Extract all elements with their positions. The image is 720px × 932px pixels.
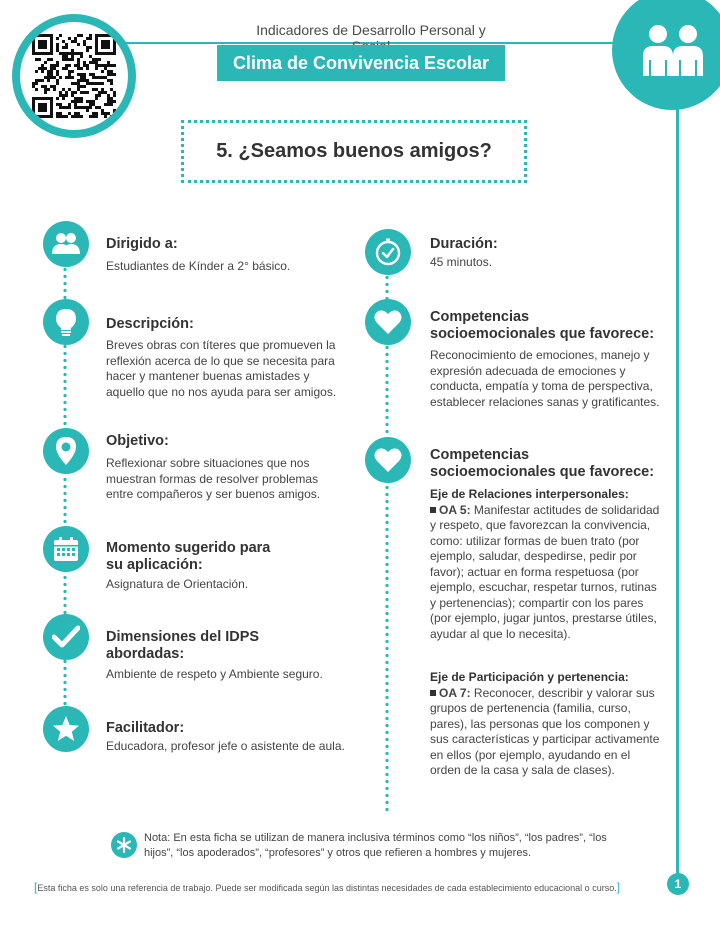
heart-icon xyxy=(374,309,402,335)
footer-text: Esta ficha es solo una referencia de trabajo. Puede ser modificada según las distintas necesidades de cada establecimiento educacional o curso. xyxy=(37,883,617,893)
duration-text: 45 minutos. xyxy=(430,255,493,269)
people-badge xyxy=(612,0,720,110)
facilitator-title: Facilitador: xyxy=(106,720,185,736)
duration-icon-circle xyxy=(365,229,411,275)
timing-text: Asignatura de Orientación. xyxy=(106,577,249,591)
axis-participation-item xyxy=(430,686,662,779)
facilitator-text: Educadora, profesor jefe o asistente de aula. xyxy=(106,739,345,753)
oa5-code: OA 5: xyxy=(439,502,471,517)
description-title: Descripción: xyxy=(106,316,194,332)
competencies-icon-circle-2 xyxy=(365,437,411,483)
competencies-text-1: Reconocimiento de emociones, manejo y expresión adecuada de emociones y conducta, empatía y toma de perspectiva, establecer relaciones sanas y gratificantes. xyxy=(430,348,660,409)
timing-icon-circle xyxy=(43,526,89,572)
activity-title: 5. ¿Seamos buenos amigos? xyxy=(216,140,492,162)
calendar-icon xyxy=(53,536,79,562)
audience-icon-circle xyxy=(43,221,89,267)
axis-participation-title: Eje de Participación y pertenencia: xyxy=(430,670,629,684)
oa7-text: Reconocer, describir y valorar sus grupos de pertenencia (familia, curso, pares), las personas que los componen y sus características y participar activamente en ellos (por ejemplo, ayudando en el orden de la casa y sala de clases). xyxy=(430,685,660,777)
dimensions-text: Ambiente de respeto y Ambiente seguro. xyxy=(106,667,323,681)
axis-relations-title: Eje de Relaciones interpersonales: xyxy=(430,487,629,501)
competencies-icon-circle-1 xyxy=(365,299,411,345)
footer-disclaimer xyxy=(34,880,644,894)
activity-title-box xyxy=(181,120,527,183)
right-timeline xyxy=(385,274,389,814)
competencies-title-1: Competencias socioemocionales que favorece: xyxy=(430,309,655,342)
timing-title: Momento sugerido para su aplicación: xyxy=(106,540,271,573)
location-pin-icon xyxy=(55,436,77,466)
note-asterisk-circle xyxy=(111,832,137,858)
audience-text: Estudiantes de Kínder a 2° básico. xyxy=(106,259,291,273)
header-title: Clima de Convivencia Escolar xyxy=(217,45,505,81)
checkmark-icon xyxy=(52,625,80,649)
people-icon xyxy=(52,232,80,256)
star-icon xyxy=(52,715,80,743)
right-rail xyxy=(676,100,679,875)
footer-bracket-close: ] xyxy=(616,880,621,894)
asterisk-icon xyxy=(116,837,132,853)
clock-icon xyxy=(374,238,402,266)
bullet-icon xyxy=(430,507,436,513)
description-text: Breves obras con títeres que promueven la reflexión acerca de lo que se necesita para hacer y mantener buenas amistades y aquello que no nos ayuda para ser amigos. xyxy=(106,338,337,399)
inclusive-language-note: Nota: En esta ficha se utilizan de manera inclusiva términos como “los niños”, “los padres”, “los hijos”, “los apoderados”, “profesores” y otros que refieren a hombres y mujeres. xyxy=(144,832,607,859)
dimensions-title: Dimensiones del IDPS abordadas: xyxy=(106,629,260,662)
axis-relations-item xyxy=(430,503,662,643)
oa7-code: OA 7: xyxy=(439,685,471,700)
bullet-icon xyxy=(430,690,436,696)
oa5-text: Manifestar actitudes de solidaridad y respeto, que favorezcan la convivencia, como: utilizar formas de buen trato (por ejemplo, saludar, despedirse, pedir por favor); actuar en forma respetuosa (por ejemplo, escuchar, respetar turnos, rutinas y pertenencias); compartir con los pares (por ejemplo, jugar juntos, prestarse útiles, ayudar al que lo necesita). xyxy=(430,502,660,641)
audience-title: Dirigido a: xyxy=(106,236,178,252)
axis-participation-block xyxy=(430,670,662,779)
objective-title: Objetivo: xyxy=(106,433,169,449)
duration-title: Duración: xyxy=(430,236,498,252)
objective-text: Reflexionar sobre situaciones que nos muestran formas de resolver problemas entre compañeros y ser buenos amigos. xyxy=(106,456,321,501)
page-number: 1 xyxy=(667,873,689,895)
heart-icon xyxy=(374,447,402,473)
facilitator-icon-circle xyxy=(43,706,89,752)
footer-bracket-open: [ xyxy=(34,880,38,894)
qr-code-icon xyxy=(32,34,116,118)
header-subtitle: Indicadores de Desarrollo Personal y xyxy=(256,22,486,38)
lightbulb-icon xyxy=(55,308,77,336)
people-icon xyxy=(612,0,720,110)
qr-code-badge[interactable] xyxy=(12,14,136,138)
dimensions-icon-circle xyxy=(43,614,89,660)
competencies-title-2: Competencias socioemocionales que favorece: xyxy=(430,447,655,480)
axis-relations-block xyxy=(430,487,662,642)
objective-icon-circle xyxy=(43,428,89,474)
description-icon-circle xyxy=(43,299,89,345)
